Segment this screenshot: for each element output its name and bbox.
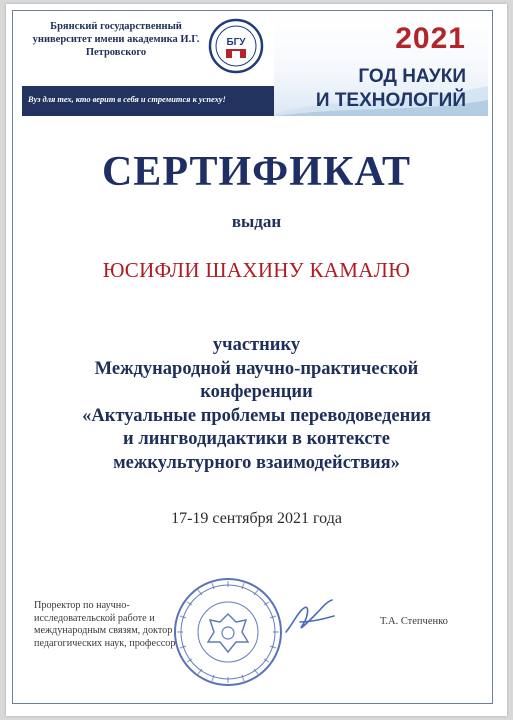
- issued-label: выдан: [231, 212, 282, 231]
- conference-line: конференции: [200, 382, 313, 402]
- handwritten-signature: [280, 592, 340, 642]
- conference-date: 17-19 сентября 2021 года: [171, 510, 342, 527]
- year-title-line1: ГОД НАУКИ: [358, 66, 466, 87]
- official-stamp-seal: [172, 576, 284, 688]
- conference-line: «Актуальные проблемы переводоведения: [82, 405, 431, 426]
- signatory-role: Проректор по научно-исследовательской работе и международным связям, доктор педагогических наук, профессор: [34, 600, 176, 649]
- header-right-panel: [274, 16, 488, 116]
- conference-line: и лингводидактики в контексте: [123, 429, 390, 449]
- slogan-bar: [22, 86, 274, 116]
- year-title-line2: И ТЕХНОЛОГИЙ: [315, 90, 466, 111]
- conference-line: межкультурного взаимодействия»: [113, 452, 400, 473]
- conference-line: участнику: [212, 335, 301, 355]
- certificate-title: СЕРТИФИКАТ: [101, 149, 412, 195]
- conference-line: Международной научно-практической: [94, 358, 419, 379]
- university-name: Брянский государственный университет имени академика И.Г. Петровского: [32, 21, 200, 58]
- recipient-name: ЮСИФЛИ ШАХИНУ КАМАЛЮ: [102, 258, 411, 282]
- year-label: 2021: [395, 22, 466, 55]
- signatory-name: Т.А. Степченко: [380, 616, 448, 627]
- conference-description: [0, 334, 513, 475]
- logo-text: БГУ: [226, 37, 246, 48]
- slogan-text: Вуз для тех, кто верит в себя и стремится к успеху!: [28, 95, 226, 104]
- university-logo: [208, 18, 264, 74]
